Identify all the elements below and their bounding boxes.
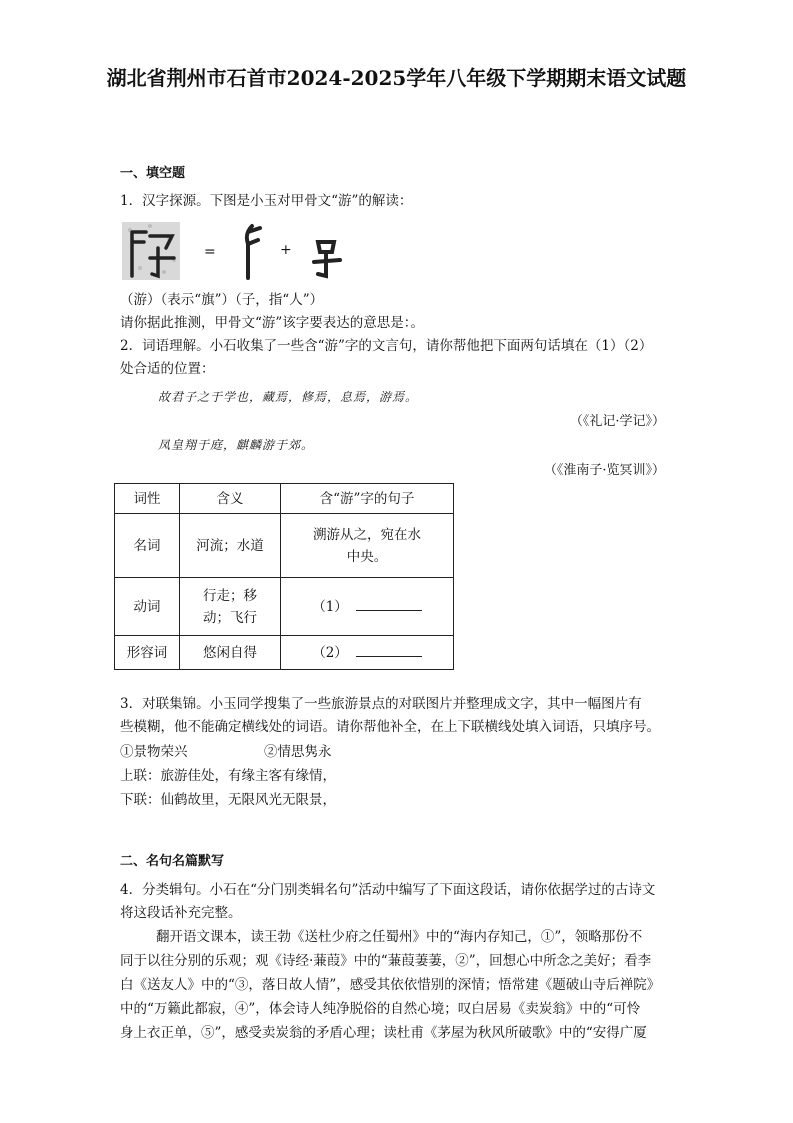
- q4-paragraph-line5: 身上衣正单，⑤”，感受卖炭翁的矛盾心理；读杜甫《茅屋为秋风所破歌》中的“安得广厦: [120, 1025, 647, 1041]
- table-row: [115, 636, 454, 670]
- q3-option-2: ②情思隽永: [264, 744, 332, 760]
- section-heading-recitation: 二、名句名篇默写: [120, 854, 225, 869]
- table-cell-text: 溯游从之，宛在水中央。: [313, 526, 421, 565]
- table-cell-text: 行走；移动；飞行: [203, 587, 257, 626]
- oracle-bone-glyph-figure: [120, 218, 360, 284]
- q2-source2: （《淮南子·览冥训》）: [543, 463, 665, 478]
- table-cell: [281, 514, 454, 578]
- table-row: [115, 578, 454, 636]
- table-cell: [180, 578, 281, 636]
- q3-upper-couplet: 上联：旅游佳处，有缘主客有缘情，: [120, 768, 336, 784]
- table-row: [115, 514, 454, 578]
- q4-line2: 将这段话补充完整。: [120, 905, 242, 921]
- q2-stem-line2: 处合适的位置：: [120, 361, 215, 377]
- q4-paragraph-line3: 白《送友人》中的“③，落日故人情”，感受其依依惜别的深情；悟常建《题破山寺后禅院》: [120, 977, 661, 993]
- equals-sign: =: [204, 244, 216, 260]
- table-cell: [281, 636, 454, 670]
- q4-line1: 4．分类辑句。小石在“分门别类辑名句”活动中编写了下面这段话，请你依据学过的古诗文: [120, 882, 656, 898]
- section-heading-fill-in: 一、填空题: [120, 166, 186, 181]
- answer-blank-1[interactable]: [356, 596, 422, 611]
- oracle-glyph-you-image: [120, 218, 360, 284]
- table-cell: 名词: [115, 514, 180, 578]
- q4-paragraph-line4: 中的“万籁此都寂，④”，体会诗人纯净脱俗的自然心境；叹白居易《卖炭翁》中的“可怜: [120, 1001, 641, 1017]
- q1-stem: 1．汉字探源。下图是小玉对甲骨文“游”的解读：: [120, 193, 413, 209]
- q2-source1: （《礼记·学记》）: [569, 414, 665, 429]
- q2-stem-line1: 2．词语理解。小石收集了一些含“游”字的文言句，请你帮他把下面两句话填在（1）（2）: [120, 338, 653, 354]
- header-cell: 含义: [180, 484, 281, 514]
- q2-quote1: 故君子之于学也，藏焉，修焉，息焉，游焉。: [158, 390, 419, 404]
- table-cell: 形容词: [115, 636, 180, 670]
- table-header-row: [115, 484, 454, 514]
- q1-caption: （游）（表示“旗”）（子，指“人”）: [120, 292, 324, 308]
- plus-sign: +: [280, 242, 292, 258]
- q3-option-1: ①景物荣兴: [120, 744, 188, 760]
- page-title: 湖北省荆州市石首市2024-2025学年八年级下学期期末语文试题: [106, 66, 687, 90]
- answer-blank-2[interactable]: [356, 642, 422, 657]
- q3-line1: 3．对联集锦。小玉同学搜集了一些旅游景点的对联图片并整理成文字，其中一幅图片有: [120, 696, 642, 712]
- q4-paragraph-line2: 同于以往分别的乐观；观《诗经·蒹葭》中的“蒹葭萋萋，②”，回想心中所念之美好；看李: [120, 953, 652, 969]
- header-cell: 词性: [115, 484, 180, 514]
- q3-lower-couplet: 下联：仙鹤故里，无限风光无限景，: [120, 792, 336, 808]
- blank-label-2: （2）: [312, 644, 348, 661]
- table-cell: [281, 578, 454, 636]
- q2-table: [114, 483, 454, 670]
- blank-label-1: （1）: [312, 598, 348, 615]
- table-cell: 悠闲自得: [180, 636, 281, 670]
- table-cell: 河流；水道: [180, 514, 281, 578]
- q1-question: 请你据此推测，甲骨文“游”该字要表达的意思是：。: [120, 315, 425, 331]
- q2-quote2: 凤皇翔于庭，麒麟游于郊。: [158, 438, 315, 452]
- header-cell: 含“游”字的句子: [281, 484, 454, 514]
- q3-line2: 些模糊，他不能确定横线处的词语。请你帮他补全，在上下联横线处填入词语，只填序号。: [120, 719, 660, 735]
- table-cell: 动词: [115, 578, 180, 636]
- q4-paragraph-line1: 翻开语文课本，读王勃《送杜少府之任蜀州》中的“海内存知己，①”，领略那份不: [156, 929, 643, 945]
